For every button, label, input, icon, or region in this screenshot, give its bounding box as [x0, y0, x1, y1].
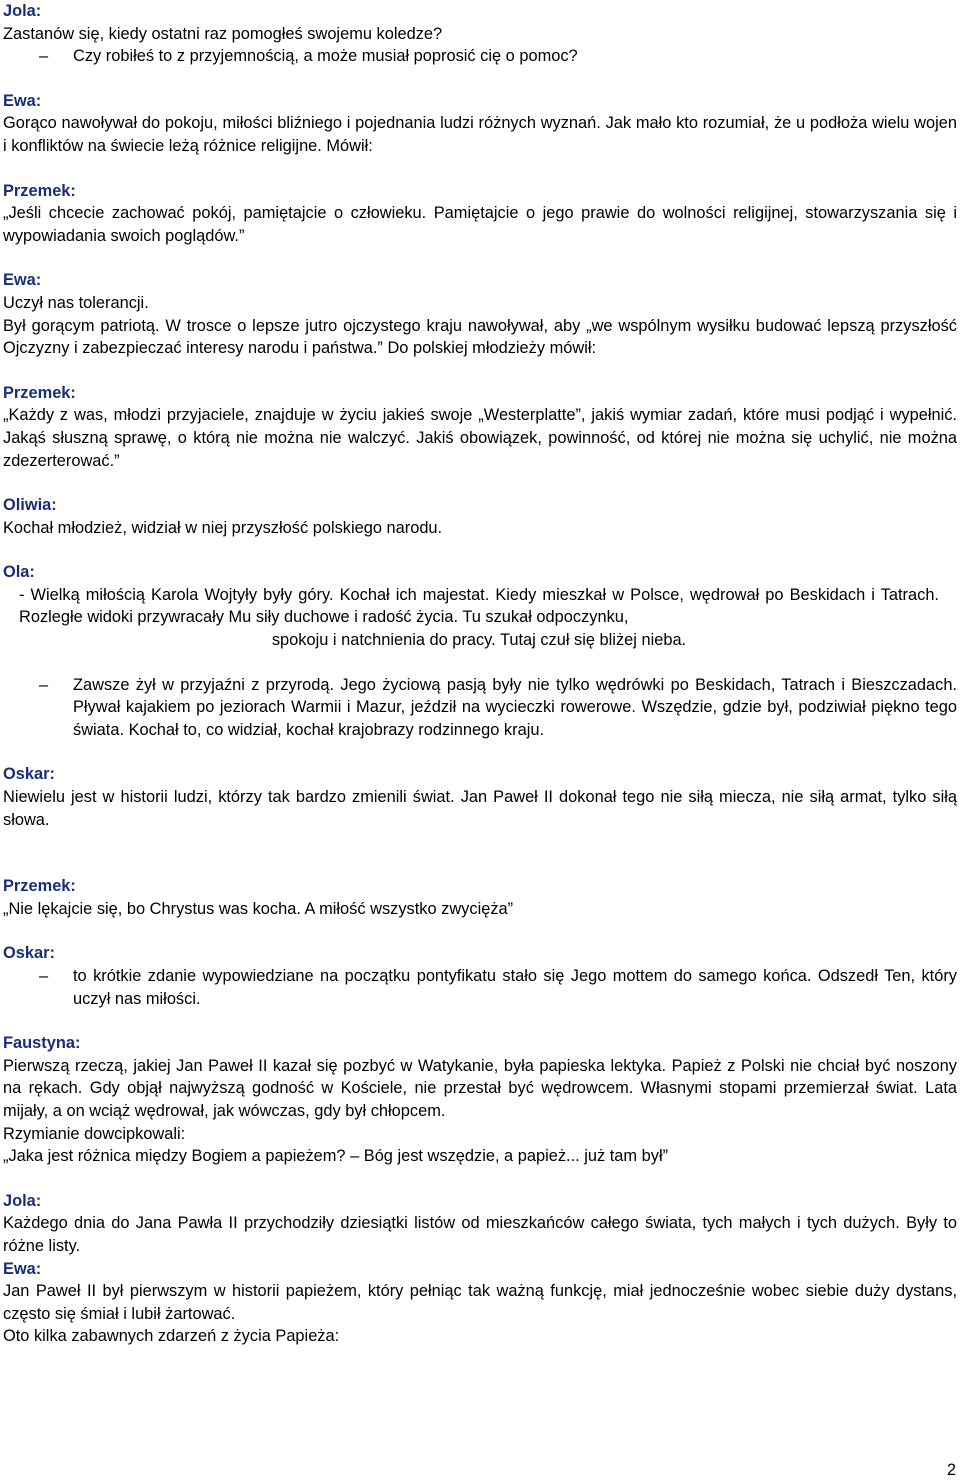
page-number: 2 [946, 1461, 956, 1480]
paragraph: Gorąco nawoływał do pokoju, miłości bliźniego i pojednania ludzi różnych wyznań. Jak mało kto rozumiał, że u podłoża wielu wojen i konfliktów na świecie leżą różnice religijne. Mówił: [3, 114, 957, 155]
paragraph: Pierwszą rzeczą, jakiej Jan Paweł II kazał się pozbyć w Watykanie, była papieska lektyka. Papież z Polski nie chciał być noszony na rękach. Gdy objął najwyższą godność w Kościele, nie przestał być wędrowcem. Własnymi stopami przemierzał świat. Lata mijały, a on wciąż wędrował, jak wówczas, gdy był chłopcem. [3, 1056, 957, 1120]
dash-item [3, 45, 957, 68]
paragraph: Kochał młodzież, widział w niej przyszłość polskiego narodu. [3, 518, 443, 537]
speaker-label: Ewa: [3, 91, 42, 110]
speaker-label: Faustyna: [3, 1034, 81, 1053]
centered-line: spokoju i natchnienia do pracy. Tutaj czuł się bliżej nieba. [271, 631, 687, 650]
paragraph: Oto kilka zabawnych zdarzeń z życia Papieża: [3, 1327, 340, 1346]
speaker-label: Ewa: [3, 271, 42, 290]
paragraph: Jan Paweł II był pierwszym w historii papieżem, który pełniąc tak ważną funkcję, miał jednocześnie wobec siebie duży dystans, często się śmiał i lubił żartować. [3, 1282, 957, 1323]
paragraph: Niewielu jest w historii ludzi, którzy tak bardzo zmienili świat. Jan Paweł II dokonał tego nie siłą miecza, nie siłą armat, tylko siłą słowa. [3, 788, 957, 829]
speaker-label: Oskar: [3, 944, 55, 963]
dash-text: to krótkie zdanie wypowiedziane na początku pontyfikatu stało się Jego mottem do samego końca. Odszedł Ten, który uczył nas miłości. [73, 967, 957, 1008]
speaker-label: Ewa: [3, 1259, 42, 1278]
document-page [3, 0, 957, 1348]
paragraph: „Każdy z was, młodzi przyjaciele, znajduje w życiu jakieś swoje „Westerplatte”, jakiś wymiar zadań, które musi podjąć i wypełnić. Jakąś słuszną sprawę, o którą nie można nie walczyć. Jakiś obowiązek, powinność, od której nie można się uchylić, nie można zdezerterować.” [3, 406, 957, 470]
paragraph: Uczył nas tolerancji. [3, 293, 149, 312]
dash-mark: – [39, 967, 49, 985]
paragraph: - Wielką miłością Karola Wojtyły były góry. Kochał ich majestat. Kiedy mieszkał w Polsce, wędrował po Beskidach i Tatrach. Rozległe widoki przywracały Mu siły duchowe i radość życia. Tu szukał odpoczynku, [19, 585, 939, 627]
speaker-label: Jola: [3, 1191, 42, 1210]
paragraph: „Jeśli chcecie zachować pokój, pamiętajcie o człowieku. Pamiętajcie o jego prawie do wolności religijnej, stowarzyszania się i wypowiadania swoich poglądów.” [3, 204, 957, 245]
indented-paragraph [3, 584, 957, 652]
speaker-label: Oskar: [3, 765, 55, 784]
speaker-label: Ola: [3, 563, 35, 582]
paragraph: Każdego dnia do Jana Pawła II przychodziły dziesiątki listów od mieszkańców całego świata, tych małych i tych dużych. Były to różne listy. [3, 1214, 957, 1255]
speaker-label: Oliwia: [3, 496, 57, 515]
paragraph: Był gorącym patriotą. W trosce o lepsze jutro ojczystego kraju nawoływał, aby „we wspólnym wysiłku budować lepszą przyszłość Ojczyzny i zabezpieczać interesy narodu i państwa.” Do polskiej młodzieży mówił: [3, 316, 957, 358]
paragraph: Zastanów się, kiedy ostatni raz pomogłeś swojemu koledze? [3, 24, 443, 43]
dash-text: Zawsze żył w przyjaźni z przyrodą. Jego życiową pasją były nie tylko wędrówki po Beskidach, Tatrach i Bieszczadach. Pływał kajakiem po jeziorach Warmii i Mazur, jeździł na wycieczki rowerowe. Wszędzie, gdzie był, podziwiał piękno tego świata. Kochał to, co widział, kochał krajobrazy rodzinnego kraju. [73, 675, 957, 739]
dash-mark: – [39, 47, 49, 66]
speaker-label: Przemek: [3, 181, 76, 200]
dash-text: Czy robiłeś to z przyjemnością, a może musiał poprosić cię o pomoc? [73, 47, 578, 66]
paragraph: „Nie lękajcie się, bo Chrystus was kocha. A miłość wszystko zwycięża” [3, 899, 514, 918]
dash-item [3, 674, 957, 742]
speaker-label: Jola: [3, 2, 42, 20]
paragraph: „Jaka jest różnica między Bogiem a papieżem? – Bóg jest wszędzie, a papież... już tam był” [3, 1147, 669, 1166]
paragraph: Rzymianie dowcipkowali: [3, 1124, 186, 1143]
speaker-label: Przemek: [3, 383, 76, 402]
speaker-label: Przemek: [3, 877, 76, 896]
dash-item [3, 965, 957, 1010]
dash-mark: – [39, 675, 49, 694]
